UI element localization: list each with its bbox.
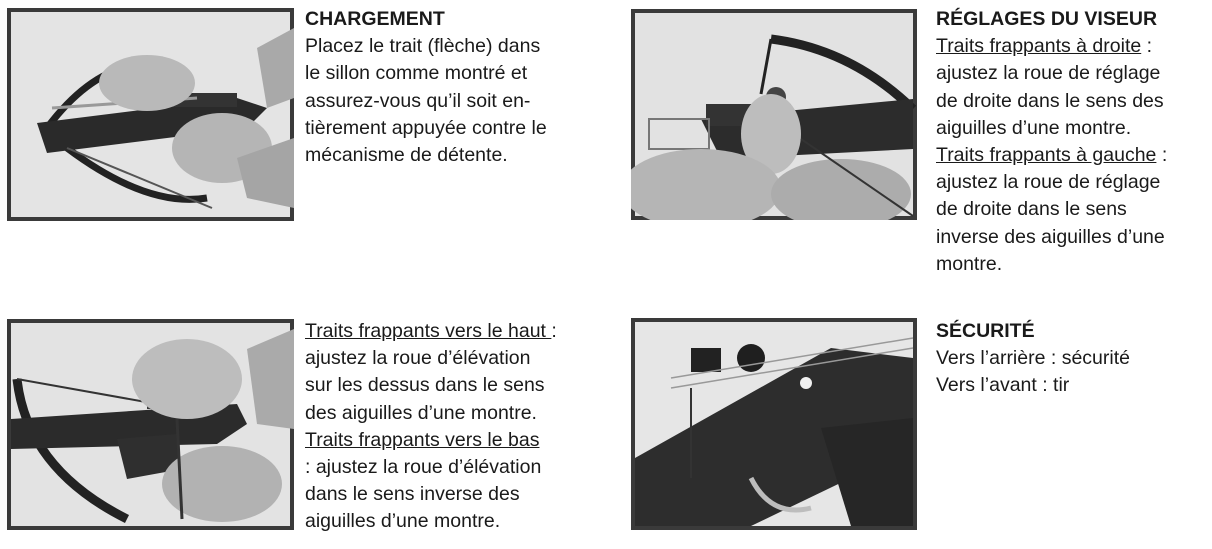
elevation-up-heading [305, 318, 557, 345]
sight-line: aiguilles d’une montre. [936, 116, 1132, 139]
right-shots-sep: : [1141, 35, 1153, 58]
sight-line: montre. [936, 252, 1003, 275]
sight-line: ajustez la roue de réglage [936, 62, 1161, 85]
safety-instructions [936, 318, 1130, 400]
loading-line: le sillon comme montré et [305, 62, 528, 85]
photo-sight-adjustment [631, 9, 917, 220]
safety-mechanism-illustration [631, 318, 917, 530]
elevation-instructions [305, 318, 557, 536]
loading-line: assurez-vous qu’il soit en- [305, 89, 531, 112]
photo-loading-crossbow [7, 8, 294, 221]
down-shots-label: Traits frappants vers le bas [305, 428, 540, 451]
crossbow-loading-illustration [7, 8, 294, 221]
sight-line: inverse des aiguilles d’une [936, 225, 1165, 248]
loading-line: tièrement appuyée contre le [305, 116, 547, 139]
left-shots-sep: : [1156, 144, 1168, 167]
photo-safety-mechanism [631, 318, 917, 530]
safety-line: Vers l’arrière : sécurité [936, 347, 1130, 370]
elevation-line: : ajustez la roue d’élévation [305, 456, 542, 479]
sight-right-heading [936, 33, 1167, 60]
sight-adjustment-illustration [631, 9, 917, 220]
loading-title: CHARGEMENT [305, 8, 445, 30]
loading-line: mécanisme de détente. [305, 144, 508, 167]
elevation-line: sur les dessus dans le sens [305, 374, 545, 397]
elevation-adjustment-illustration [7, 319, 294, 530]
loading-instructions [305, 6, 547, 169]
elevation-line: des aiguilles d’une montre. [305, 401, 537, 424]
loading-line: Placez le trait (flèche) dans [305, 35, 541, 58]
sight-line: de droite dans le sens [936, 198, 1127, 221]
sight-instructions [936, 6, 1167, 278]
right-shots-label: Traits frappants à droite [936, 35, 1142, 58]
photo-elevation-adjustment [7, 319, 294, 530]
elevation-line: aiguilles d’une montre. [305, 510, 501, 533]
sight-title: RÉGLAGES DU VISEUR [936, 8, 1158, 30]
sight-left-heading [936, 142, 1167, 169]
safety-line: Vers l’avant : tir [936, 374, 1070, 397]
elevation-line: dans le sens inverse des [305, 483, 520, 506]
sight-line: de droite dans le sens des [936, 89, 1164, 112]
sight-line: ajustez la roue de réglage [936, 171, 1161, 194]
left-shots-label: Traits frappants à gauche [936, 144, 1157, 167]
elevation-line: ajustez la roue d’élévation [305, 347, 531, 370]
up-shots-sep: : [551, 320, 557, 342]
up-shots-label: Traits frappants vers le haut [305, 320, 552, 342]
safety-title: SÉCURITÉ [936, 320, 1035, 342]
